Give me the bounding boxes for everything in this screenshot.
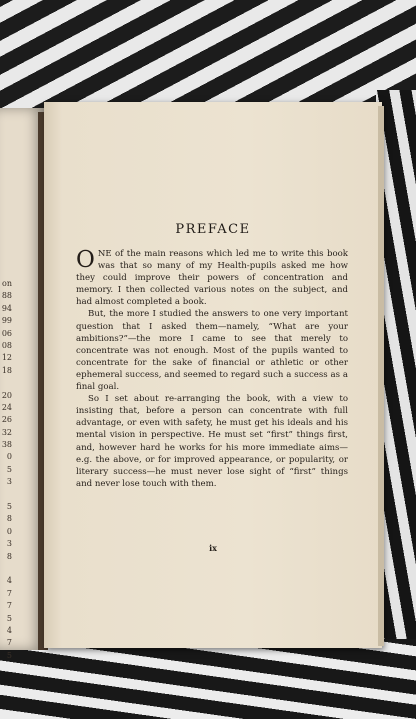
paragraph-2: But, the more I studied the answers to one very important question that I asked them—namely, “What are your ambitions?”—the more I came to see that merely to concentrate was not enough. Most of the pupils wanted to concentrate for the sake of financial or athletic or other ephemeral success, and seemed to regard such a success as a final goal. [76,309,348,393]
left-page-number [0,563,12,575]
left-page-number: 0 [6,526,12,536]
left-page-number: 26 [1,415,12,425]
left-page-number: 5 [6,650,12,660]
left-page-number: on [2,279,12,288]
page-edge [378,106,384,646]
page-title: PREFACE [175,222,251,237]
left-page-number: 06 [1,328,12,338]
left-page-number: 8 [6,514,12,524]
left-page-number: 7 [6,638,12,648]
left-page-number: 94 [1,303,12,313]
left-page-numbers [0,278,12,662]
book-page [44,102,382,648]
left-page-number: 32 [1,427,12,437]
left-page-number: 24 [1,402,12,412]
left-page-number: 0 [6,452,12,462]
left-page-number: 18 [1,365,12,375]
left-page-number: 20 [1,390,12,400]
left-page-number: 12 [1,353,12,363]
left-page-number [0,377,12,389]
preface-text [76,248,348,490]
left-page-number: 5 [6,613,12,623]
left-page-number: 7 [6,588,12,598]
left-page-number: 4 [6,576,12,586]
left-page-number: 8 [6,551,12,561]
page-number: ix [209,543,217,553]
left-page-number: 5 [6,502,12,512]
left-page-number [0,489,12,501]
left-page-number: 7 [6,601,12,611]
drop-cap: O [76,247,95,273]
fabric-bottom [0,639,416,719]
left-page-number: 08 [1,340,12,350]
left-page-number: 38 [1,440,12,450]
left-page-number: 5 [6,464,12,474]
left-page-number: 3 [6,477,12,487]
paragraph-1: ONE of the main reasons which led me to write this book was that so many of my Health-pupils asked me how they could improve their powers of concentration and memory. I then collected various notes on the subject, and had almost completed a book. [76,247,348,308]
left-page-number: 99 [1,316,12,326]
left-page-number: 3 [6,539,12,549]
paragraph-3: So I set about re-arranging the book, with a view to insisting that, before a person can concentrate with full advantage, or even with safety, he must get his ideals and his mental vision in perspective. He must set “first” things first, and, however hard he works for his more immediate aims—e.g. the above, or for improved appearance, or popularity, or literary success—he must never lose sight of “first” things and never lose touch with them. [76,394,348,489]
left-page-number: 88 [1,291,12,301]
left-page-number: 4 [6,625,12,635]
